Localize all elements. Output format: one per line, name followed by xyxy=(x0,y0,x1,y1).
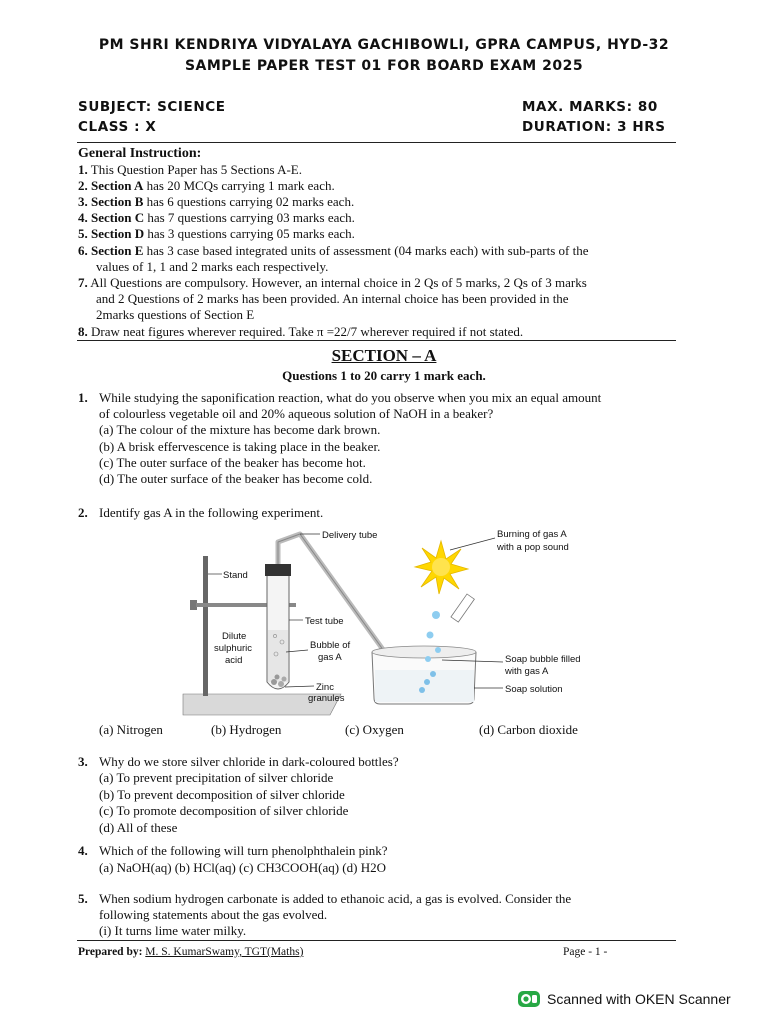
instruction-text: This Question Paper has 5 Sections A-E. xyxy=(90,162,302,177)
instruction-text: and 2 Questions of 2 marks has been provided. An internal choice has been provided in the xyxy=(96,291,569,306)
q3-line: (b) To prevent decomposition of silver chloride xyxy=(99,786,345,802)
label-zinc-1: Zinc xyxy=(316,682,334,693)
acid-fill xyxy=(268,630,288,682)
instruction-number: 8. xyxy=(78,324,88,339)
section-a-subtitle: Questions 1 to 20 carry 1 mark each. xyxy=(282,368,486,383)
q5-line: following statements about the gas evolved. xyxy=(99,907,328,922)
q2-option-d: (d) Carbon dioxide xyxy=(479,722,578,737)
instruction-item xyxy=(78,162,302,178)
q4-line: Which of the following will turn phenolphthalein pink? xyxy=(99,843,388,858)
instruction-text: values of 1, 1 and 2 marks each respectively. xyxy=(96,259,329,274)
candle xyxy=(451,594,474,622)
instruction-text: 2marks questions of Section E xyxy=(96,307,255,322)
footer-rule xyxy=(77,940,676,941)
q4-line: (a) NaOH(aq) (b) HCl(aq) (c) CH3COOH(aq) (d) H2O xyxy=(99,860,386,875)
q3-line: (c) To promote decomposition of silver chloride xyxy=(99,803,349,819)
instruction-text: has 3 case based integrated units of assessment (04 marks each) with sub-parts of the xyxy=(143,243,589,258)
instruction-item xyxy=(78,210,355,226)
prepared-by xyxy=(78,946,303,958)
label-soap-bubble-2: with gas A xyxy=(505,666,549,677)
stand-rod xyxy=(203,556,208,696)
q1-line: (d) The outer surface of the beaker has become cold. xyxy=(99,471,373,486)
instruction-item xyxy=(78,194,354,210)
label-burning-2: with a pop sound xyxy=(497,542,569,553)
instruction-text: has 7 questions carrying 03 marks each. xyxy=(144,210,355,225)
q3-line: (a) To prevent precipitation of silver chloride xyxy=(99,770,334,786)
q3-number: 3. xyxy=(78,754,88,769)
q2-option-c: (c) Oxygen xyxy=(345,722,404,737)
label-soap-bubble-1: Soap bubble filled xyxy=(505,654,581,665)
q2-option-b: (b) Hydrogen xyxy=(211,722,282,737)
q5-line: When sodium hydrogen carbonate is added to ethanoic acid, a gas is evolved. Consider the xyxy=(99,891,572,906)
label-delivery-tube: Delivery tube xyxy=(322,530,378,541)
label-test-tube: Test tube xyxy=(305,616,344,627)
q2-text: Identify gas A in the following experiment. xyxy=(99,505,324,520)
instruction-text: has 20 MCQs carrying 1 mark each. xyxy=(143,178,335,193)
instruction-number: 5. xyxy=(78,226,88,241)
q3-line: Why do we store silver chloride in dark-coloured bottles? xyxy=(99,754,399,769)
instruction-text: Draw neat figures wherever required. Take π =22/7 wherever required if not stated. xyxy=(91,324,524,339)
instruction-number: 4. xyxy=(78,210,88,225)
label-soap-solution: Soap solution xyxy=(505,684,563,695)
instruction-item xyxy=(78,226,355,242)
q5-line: (i) It turns lime water milky. xyxy=(99,923,247,938)
instruction-number: 1. xyxy=(78,162,88,177)
prepared-label: Prepared by: xyxy=(78,946,146,958)
instruction-number: 2. xyxy=(78,178,88,193)
cork xyxy=(265,564,291,576)
label-dilute-2: sulphuric xyxy=(214,643,253,654)
instruction-item xyxy=(78,243,589,259)
instruction-item xyxy=(78,178,335,194)
clamp-screw xyxy=(190,600,197,610)
instruction-section-name: Section E xyxy=(91,243,144,258)
school-title: PM SHRI KENDRIYA VIDYALAYA GACHIBOWLI, GPRA CAMPUS, HYD-32 xyxy=(98,37,670,53)
label-stand: Stand xyxy=(223,570,248,581)
label-bubble-1: Bubble of xyxy=(310,640,351,651)
instruction-section-name: Section D xyxy=(91,226,145,241)
label-dilute-1: Dilute xyxy=(222,631,247,642)
instruction-number: 3. xyxy=(78,194,88,209)
instruction-section-name: Section C xyxy=(91,210,145,225)
class-label: CLASS : X xyxy=(78,119,157,135)
q1-line: (c) The outer surface of the beaker has become hot. xyxy=(99,454,366,470)
label-dilute-3: acid xyxy=(225,655,243,666)
scanner-watermark xyxy=(518,990,731,1008)
instruction-item xyxy=(96,259,328,275)
q1-line: (b) A brisk effervescence is taking place in the beaker. xyxy=(99,438,381,454)
instruction-item xyxy=(96,307,254,323)
instruction-item xyxy=(78,275,587,291)
prepared-name: M. S. KumarSwamy, TGT(Maths) xyxy=(145,946,304,958)
label-burning-1: Burning of gas A xyxy=(497,529,567,540)
instruction-number: 7. xyxy=(78,275,88,290)
max-marks-label: MAX. MARKS: 80 xyxy=(522,99,658,115)
instruction-section-name: Section A xyxy=(91,178,144,193)
label-bubble-2: gas A xyxy=(318,652,342,663)
label-zinc-2: granules xyxy=(308,693,345,704)
q2-option-a: (a) Nitrogen xyxy=(99,722,163,737)
instructions-title: General Instruction: xyxy=(78,146,202,161)
soap-solution xyxy=(375,670,474,702)
instruction-item xyxy=(96,291,569,307)
instructions-rule xyxy=(77,340,676,341)
soap-bubble xyxy=(432,611,440,619)
header-rule xyxy=(77,142,676,143)
instruction-number: 6. xyxy=(78,243,88,258)
q1-line: While studying the saponification reaction, what do you observe when you mix an equal amount xyxy=(99,390,602,405)
duration-label: DURATION: 3 HRS xyxy=(522,119,666,135)
q1-number: 1. xyxy=(78,390,88,405)
q3-line: (d) All of these xyxy=(99,819,178,835)
instruction-text: has 6 questions carrying 02 marks each. xyxy=(143,194,355,209)
page-number: Page - 1 - xyxy=(563,946,608,958)
q4-number: 4. xyxy=(78,843,88,858)
q5-number: 5. xyxy=(78,891,88,906)
instruction-section-name: Section B xyxy=(91,194,144,209)
oken-logo-icon xyxy=(518,990,540,1008)
instruction-text: All Questions are compulsory. However, an internal choice in 2 Qs of 5 marks, 2 Qs of 3 marks xyxy=(90,275,587,290)
q2-number: 2. xyxy=(78,505,88,520)
hydrogen-experiment-diagram xyxy=(0,522,768,722)
subject-label: SUBJECT: SCIENCE xyxy=(78,99,226,115)
section-a-title: SECTION – A xyxy=(331,346,437,365)
test-title: SAMPLE PAPER TEST 01 FOR BOARD EXAM 2025 xyxy=(184,58,584,74)
flame-burst-icon xyxy=(415,541,468,594)
q1-line: of colourless vegetable oil and 20% aqueous solution of NaOH in a beaker? xyxy=(99,406,494,422)
scanner-text: Scanned with OKEN Scanner xyxy=(547,991,731,1007)
instruction-text: has 3 questions carrying 05 marks each. xyxy=(144,226,355,241)
q1-line: (a) The colour of the mixture has become dark brown. xyxy=(99,422,381,438)
instruction-item xyxy=(78,324,523,340)
